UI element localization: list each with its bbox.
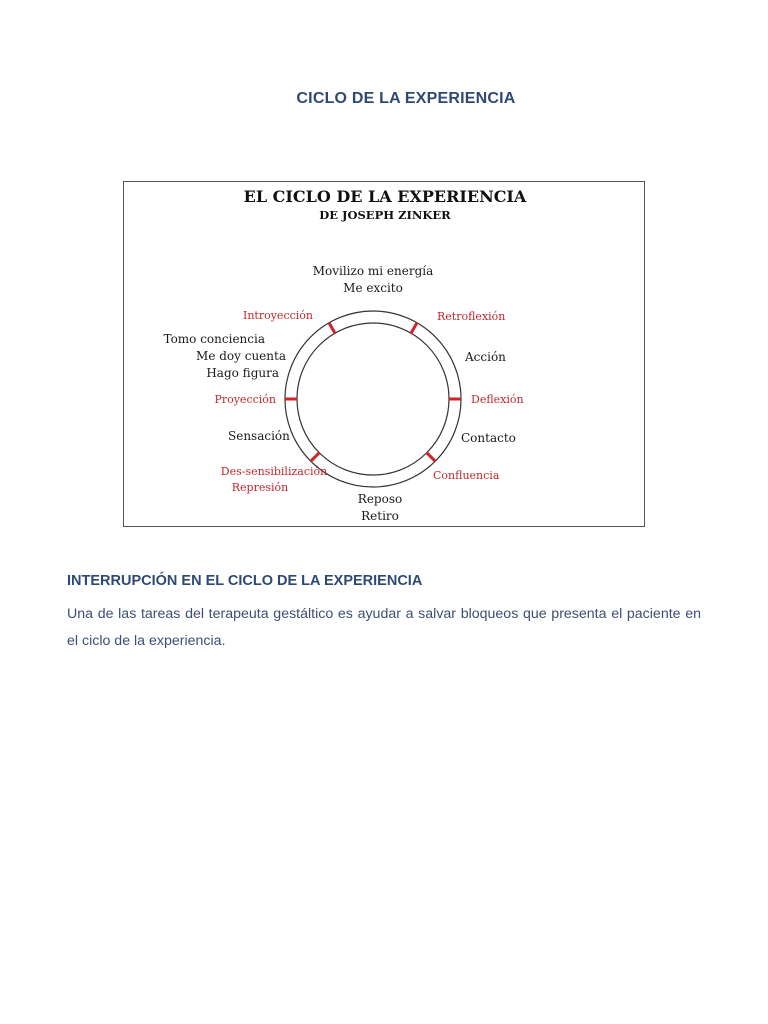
stage-retiro: Retiro (361, 509, 399, 523)
stage-contacto: Contacto (461, 431, 516, 445)
interruption-deflexion: Deflexión (471, 393, 524, 406)
stage-hago-figura: Hago figura (206, 366, 279, 380)
interruption-represion: Represión (231, 481, 289, 494)
experience-cycle-figure (123, 181, 645, 527)
document-title: CICLO DE LA EXPERIENCIA (296, 90, 516, 107)
interruption-introyeccion: Introyección (242, 309, 313, 322)
stage-me-excito: Me excito (343, 281, 403, 295)
stage-sensacion: Sensación (228, 429, 290, 443)
interruption-confluencia: Confluencia (433, 469, 500, 482)
interruption-proyeccion: Proyección (214, 393, 276, 406)
confluencia-mark (427, 453, 436, 462)
figure-subtitle: DE JOSEPH ZINKER (319, 208, 451, 222)
stage-movilizo-energia: Movilizo mi energía (312, 264, 434, 278)
figure-title: EL CICLO DE LA EXPERIENCIA (243, 187, 527, 206)
stage-reposo: Reposo (357, 492, 403, 506)
interruption-des-sensibilizacion: Des-sensibilización (220, 465, 328, 478)
retroflexion-mark (411, 323, 417, 333)
interruption-retroflexion: Retroflexión (437, 310, 506, 323)
stage-me-doy-cuenta: Me doy cuenta (196, 349, 286, 363)
introyeccion-mark (329, 323, 335, 333)
stage-accion: Acción (465, 350, 506, 364)
stage-tomo-conciencia: Tomo conciencia (163, 332, 265, 346)
body-paragraph: Una de las tareas del terapeuta gestáltico es ayudar a salvar bloqueos que presenta el paciente en el ciclo de la experiencia. (67, 606, 701, 649)
desensibilizacion-mark (311, 453, 320, 462)
experience-cycle-diagram (124, 182, 644, 526)
cycle-inner-ring (297, 323, 449, 475)
section-heading: INTERRUPCIÓN EN EL CICLO DE LA EXPERIENCIA (67, 573, 423, 589)
